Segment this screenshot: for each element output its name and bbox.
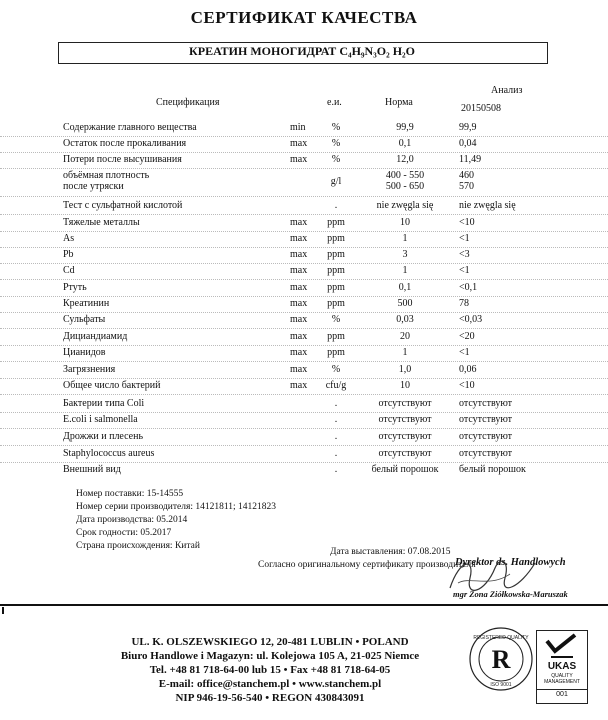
signer-name: mgr Zona Ziółkowska-Maruszak — [453, 589, 568, 599]
spec-name: Внешний вид — [63, 464, 121, 475]
table-row — [0, 231, 608, 248]
spec-limit: max — [290, 138, 308, 149]
table-row — [0, 446, 608, 463]
spec-limit: max — [290, 217, 308, 228]
table-row — [0, 296, 608, 313]
table-row — [0, 312, 608, 329]
spec-result: отсутствуют — [459, 431, 513, 442]
spec-unit: % — [331, 122, 341, 133]
spec-result: 0,04 — [459, 138, 477, 149]
table-row — [0, 396, 608, 413]
ukas-label: UKAS — [547, 661, 577, 672]
spec-unit: ppm — [327, 249, 345, 260]
spec-name: Общее число бактерий — [63, 380, 161, 391]
spec-norm: 3 — [402, 249, 408, 260]
spec-limit: max — [290, 380, 308, 391]
table-row — [0, 329, 608, 346]
spec-name-line2: после утряски — [63, 181, 124, 192]
spec-result: 0,06 — [459, 364, 477, 375]
table-row — [0, 120, 608, 137]
table-row — [0, 412, 608, 429]
issue-date: Дата выставления: 07.08.2015 — [330, 547, 451, 557]
spec-unit: . — [334, 414, 338, 425]
table-row — [0, 263, 608, 280]
ukas-badge — [536, 630, 588, 704]
spec-result: <0,03 — [459, 314, 483, 325]
spec-unit: ppm — [327, 282, 345, 293]
spec-name: Ртуть — [63, 282, 87, 293]
spec-result: <1 — [459, 265, 470, 276]
spec-limit: max — [290, 364, 308, 375]
spec-limit: max — [290, 314, 308, 325]
spec-norm: 99,9 — [396, 122, 414, 133]
spec-name: Тяжелые металлы — [63, 217, 140, 228]
spec-name: Дициандиамид — [63, 331, 128, 342]
spec-result: отсутствуют — [459, 414, 513, 425]
spec-unit: . — [334, 448, 338, 459]
spec-result-line2: 570 — [459, 181, 474, 192]
page-mark — [2, 607, 4, 614]
spec-unit: % — [331, 364, 341, 375]
spec-result: <20 — [459, 331, 475, 342]
table-row — [0, 136, 608, 153]
spec-result: <1 — [459, 347, 470, 358]
iso-ring-text: REGISTERED QUALITY — [473, 635, 529, 641]
spec-result: 460 — [459, 170, 474, 181]
table-row — [0, 462, 608, 478]
spec-result: 78 — [459, 298, 469, 309]
spec-result: <1 — [459, 233, 470, 244]
header-unit: е.и. — [327, 97, 342, 108]
spec-unit: ppm — [327, 233, 345, 244]
table-row — [0, 345, 608, 362]
signer-title: Dyrektor ds. Handlowych — [455, 557, 566, 568]
table-row — [0, 378, 608, 395]
header-spec: Спецификация — [156, 97, 220, 108]
spec-norm: белый порошок — [371, 464, 439, 475]
spec-limit: max — [290, 233, 308, 244]
spec-name: Креатинин — [63, 298, 110, 309]
header-batch: 20150508 — [461, 103, 501, 114]
spec-name: Pb — [63, 249, 74, 260]
spec-unit: . — [334, 398, 338, 409]
spec-limit: max — [290, 249, 308, 260]
company-email: E-mail: office@stanchem.pl • www.stanchem.pl — [158, 678, 382, 690]
spec-norm: 20 — [400, 331, 410, 342]
spec-unit: ppm — [327, 347, 345, 358]
spec-result: <10 — [459, 217, 475, 228]
spec-unit: ppm — [327, 265, 345, 276]
spec-norm: nie zwęgla się — [376, 200, 434, 211]
spec-name: As — [63, 233, 75, 244]
ukas-sub1: QUALITY — [551, 673, 573, 679]
spec-result: отсутствуют — [459, 448, 513, 459]
spec-name: Staphylococcus aureus — [63, 448, 155, 459]
spec-result: отсутствуют — [459, 398, 513, 409]
table-row — [0, 429, 608, 446]
company-address: UL. K. OLSZEWSKIEGO 12, 20-481 LUBLIN • POLAND — [131, 636, 409, 648]
spec-name: Тест с сульфатной кислотой — [63, 200, 183, 211]
spec-norm: 1 — [402, 347, 408, 358]
spec-name: объёмная плотность — [63, 170, 150, 181]
spec-result: <10 — [459, 380, 475, 391]
spec-name: E.coli i salmonella — [63, 414, 138, 425]
spec-unit: g/l — [330, 176, 342, 187]
table-row — [0, 198, 608, 215]
spec-limit: max — [290, 298, 308, 309]
spec-limit: max — [290, 331, 308, 342]
spec-norm: 0,1 — [398, 138, 412, 149]
svg-text:R: R — [491, 645, 511, 674]
spec-result: 11,49 — [459, 154, 482, 165]
spec-limit: max — [290, 282, 308, 293]
product-name: КРЕАТИН МОНОГИДРАТ C₄H₉N₃O₂ H₂O — [189, 44, 415, 58]
spec-limit: max — [290, 154, 308, 165]
spec-norm: 500 — [397, 298, 413, 309]
certificate-title: СЕРТИФИКАТ КАЧЕСТВА — [190, 8, 418, 27]
spec-name: Остаток после прокаливания — [63, 138, 187, 149]
spec-norm: 400 - 550 — [385, 170, 425, 181]
iso-quality-seal-icon — [468, 626, 534, 692]
spec-norm-line2: 500 - 650 — [385, 181, 425, 192]
spec-limit: min — [290, 122, 306, 133]
series-number: Номер серии производителя: 14121811; 14121823 — [76, 502, 277, 512]
ukas-number: 001 — [537, 689, 587, 698]
ukas-crown-check-icon — [537, 633, 587, 663]
header-norm: Норма — [385, 97, 413, 108]
spec-unit: ppm — [327, 298, 345, 309]
spec-name: Потери после высушивания — [63, 154, 182, 165]
spec-result: белый порошок — [459, 464, 526, 475]
spec-unit: cfu/g — [325, 380, 347, 391]
spec-name: Сульфаты — [63, 314, 106, 325]
company-office: Biuro Handlowe i Magazyn: ul. Kolejowa 105 A, 21-025 Niemce — [120, 650, 420, 662]
company-tax: NIP 946-19-56-540 • REGON 430843091 — [175, 692, 365, 704]
header-analysis: Анализ — [491, 85, 523, 96]
spec-norm: отсутствуют — [378, 414, 432, 425]
table-row — [0, 247, 608, 264]
table-row — [0, 215, 608, 232]
issue-note: Согласно оригинальному сертификату производителя — [258, 560, 476, 570]
spec-norm: отсутствуют — [378, 431, 432, 442]
signature-scribble — [440, 548, 550, 598]
spec-norm: 10 — [400, 380, 410, 391]
table-row — [0, 152, 608, 169]
spec-norm: 0,1 — [398, 282, 412, 293]
spec-unit: ppm — [327, 217, 345, 228]
spec-norm: 12,0 — [396, 154, 414, 165]
spec-unit: . — [334, 464, 338, 475]
production-date: Дата производства: 05.2014 — [76, 515, 188, 525]
spec-result: nie zwęgla się — [459, 200, 516, 211]
ukas-sub2: MANAGEMENT — [544, 679, 580, 685]
spec-unit: % — [331, 154, 341, 165]
iso-bottom-text: ISO 9001 — [490, 682, 512, 688]
company-phone: Tel. +48 81 718-64-00 lub 15 • Fax +48 81 718-64-05 — [149, 664, 391, 676]
table-row — [0, 280, 608, 297]
spec-norm: отсутствуют — [378, 448, 432, 459]
spec-result: 99,9 — [459, 122, 477, 133]
spec-limit: max — [290, 347, 308, 358]
spec-unit: . — [334, 200, 338, 211]
spec-norm: отсутствуют — [378, 398, 432, 409]
spec-result: <3 — [459, 249, 470, 260]
spec-unit: % — [331, 138, 341, 149]
origin-country: Страна происхождения: Китай — [76, 541, 200, 551]
spec-norm: 1 — [402, 233, 408, 244]
spec-name: Бактерии типа Coli — [63, 398, 145, 409]
spec-unit: ppm — [327, 331, 345, 342]
spec-name: Цианидов — [63, 347, 106, 358]
footer-divider — [0, 604, 608, 606]
spec-limit: max — [290, 265, 308, 276]
spec-norm: 1,0 — [398, 364, 412, 375]
spec-norm: 10 — [400, 217, 410, 228]
spec-name: Загрязнения — [63, 364, 116, 375]
spec-unit: % — [331, 314, 341, 325]
delivery-number: Номер поставки: 15-14555 — [76, 489, 184, 499]
spec-norm: 0,03 — [396, 314, 414, 325]
spec-name: Cd — [63, 265, 75, 276]
table-row — [0, 170, 608, 197]
expiry-date: Срок годности: 05.2017 — [76, 528, 172, 538]
spec-name: Содержание главного вещества — [63, 122, 197, 133]
spec-unit: . — [334, 431, 338, 442]
spec-name: Дрожжи и плесень — [63, 431, 144, 442]
spec-result: <0,1 — [459, 282, 478, 293]
table-row — [0, 362, 608, 379]
spec-norm: 1 — [402, 265, 408, 276]
